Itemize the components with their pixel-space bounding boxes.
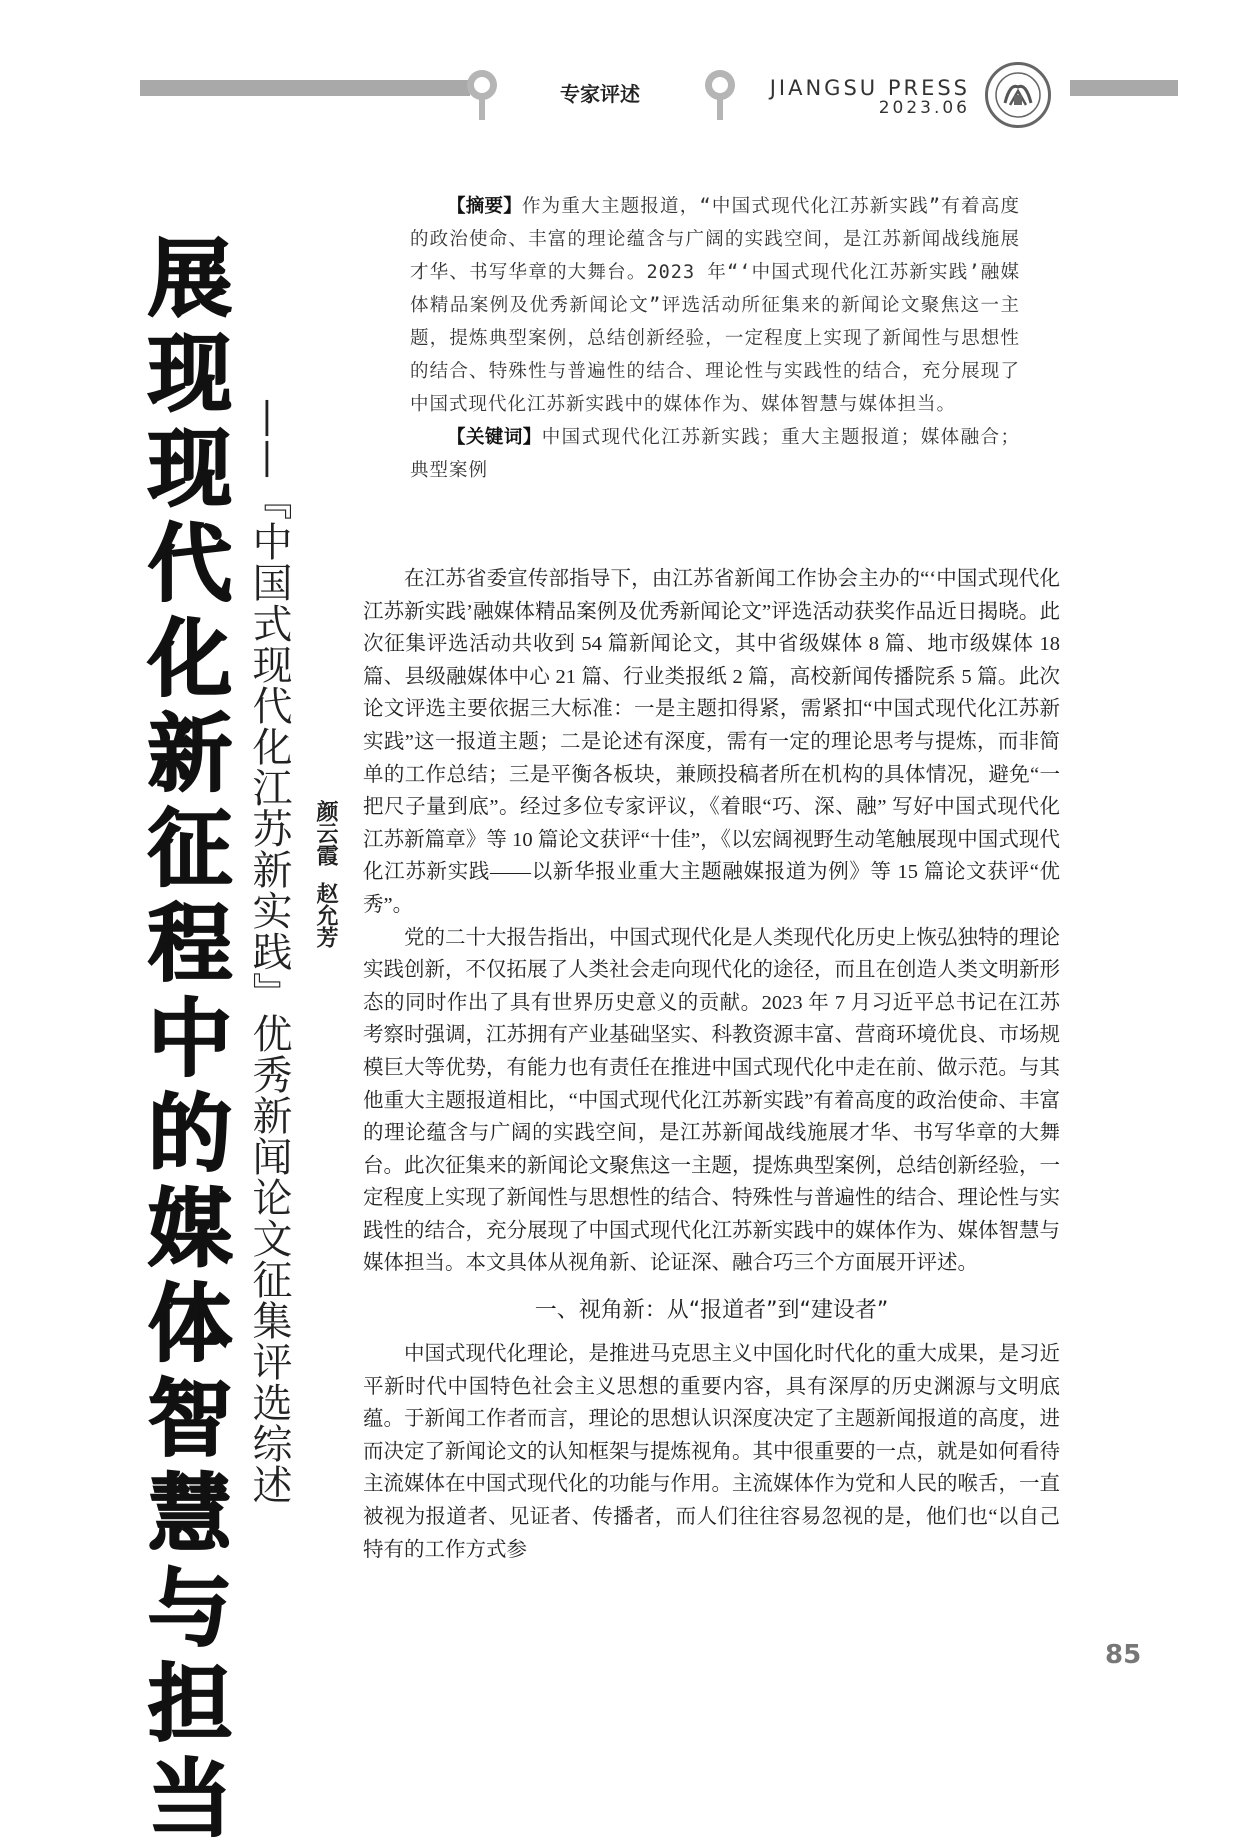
authors — [305, 800, 341, 948]
abstract-paragraph — [410, 190, 1020, 421]
keywords-paragraph — [410, 421, 1020, 487]
body-paragraph: 党的二十大报告指出，中国式现代化是人类现代化历史上恢弘独特的理论实践创新，不仅拓展了人类社会走向现代化的途径，而且在创造人类文明新形态的同时作出了具有世界历史意义的贡献。2023 年 7 月习近平总书记在江苏考察时强调，江苏拥有产业基础坚实、科教资源丰富、营商环境优良、市场规模巨大等优势，有能力也有责任在推进中国式现代化中走在前、做示范。与其他重大主题报道相比，“中国式现代化江苏新实践”有着高度的政治使命、丰富的理论蕴含与广阔的实践空间，是江苏新闻战线施展才华、书写华章的大舞台。此次征集来的新闻论文聚焦这一主题，提炼典型案例，总结创新经验，一定程度上实现了新闻性与思想性的结合、特殊性与普遍性的结合、理论性与实践性的结合，充分展现了中国式现代化江苏新实践中的媒体作为、媒体智慧与媒体担当。本文具体从视角新、论证深、融合巧三个方面展开评述。 — [363, 926, 1060, 1275]
header-rule-left — [140, 80, 470, 96]
title-character: 化 — [147, 610, 232, 708]
issue-number: 2023.06 — [878, 98, 970, 118]
title-character: 现 — [147, 325, 232, 423]
keywords-text: 中国式现代化江苏新实践；重大主题报道；媒体融合；典型案例 — [410, 427, 1020, 481]
title-character: 的 — [147, 1085, 232, 1183]
abstract-block — [410, 190, 1020, 487]
article-title — [140, 230, 240, 1848]
association-logo — [985, 62, 1051, 128]
body-paragraph: 中国式现代化理论，是推进马克思主义中国化时代化的重大成果，是习近平新时代中国特色社会主义思想的重要内容，具有深厚的历史渊源与文明底蕴。于新闻工作者而言，理论的思想认识深度决定了主题新闻报道的高度，进而决定了新闻论文的认知框架与提炼视角。其中很重要的一点，就是如何看待主流媒体在中国式现代化的功能与作用。主流媒体作为党和人民的喉舌，一直被视为报道者、见证者、传播者，而人们往往容易忽视的是，他们也“以自己特有的工作方式参 — [363, 1343, 1060, 1561]
header-rule-right — [1070, 80, 1178, 96]
section-label: 专家评述 — [560, 82, 640, 106]
title-character: 体 — [147, 1275, 232, 1373]
title-character: 慧 — [147, 1465, 232, 1563]
title-character: 程 — [147, 895, 232, 993]
title-character: 与 — [147, 1560, 232, 1658]
abstract-label: 【摘要】 — [447, 196, 522, 217]
title-character: 当 — [147, 1750, 232, 1848]
press-name: JIANGSU PRESS — [769, 76, 970, 100]
section-heading: 一、视角新：从“报道者”到“建设者” — [534, 1298, 889, 1324]
page-number: 85 — [1105, 1640, 1142, 1670]
body-paragraph: 在江苏省委宣传部指导下，由江苏省新闻工作协会主办的“‘中国式现代化江苏新实践’融媒体精品案例及优秀新闻论文”评选活动获奖作品近日揭晓。此次征集评选活动共收到 54 篇新闻论文，其中省级媒体 8 篇、地市级媒体 18 篇、县级融媒体中心 21 篇、行业类报纸 2 篇，高校新闻传播院系 5 篇。此次论文评选主要依据三大标准：一是主题扣得紧，需紧扣“中国式现代化江苏新实践”这一报道主题；二是论述有深度，需有一定的理论思考与提炼，而非简单的工作总结；三是平衡各板块，兼顾投稿者所在机构的具体情况，避免“一把尺子量到底”。经过多位专家评议，《着眼“巧、深、融” 写好中国式现代化江苏新篇章》等 10 篇论文获评“十佳”，《以宏阔视野生动笔触展现中国式现代化江苏新实践——以新华报业重大主题融媒报道为例》等 15 篇论文获评“优秀”。 — [363, 568, 1060, 916]
title-character: 中 — [147, 990, 232, 1088]
title-character: 现 — [147, 420, 232, 518]
author-name: 颜云霞 — [313, 800, 338, 866]
title-character: 展 — [147, 230, 232, 328]
title-character: 媒 — [147, 1180, 232, 1278]
abstract-text: 作为重大主题报道，“中国式现代化江苏新实践”有着高度的政治使命、丰富的理论蕴含与广阔的实践空间，是江苏新闻战线施展才华、书写华章的大舞台。2023 年“‘中国式现代化江苏新实践’融媒体精品案例及优秀新闻论文”评选活动所征集来的新闻论文聚焦这一主题，提炼典型案例，总结创新经验，一定程度上实现了新闻性与思想性的结合、特殊性与普遍性的结合、理论性与实践性的结合，充分展现了中国式现代化江苏新实践中的媒体作为、媒体智慧与媒体担当。 — [410, 196, 1020, 415]
pin-ornament-right — [705, 70, 735, 120]
title-character: 新 — [147, 705, 232, 803]
article-body — [363, 563, 1060, 1566]
author-name: 赵允芳 — [313, 882, 338, 948]
pin-ornament-left — [467, 70, 497, 120]
title-character: 智 — [147, 1370, 232, 1468]
keywords-label: 【关键词】 — [447, 427, 542, 448]
article-subtitle: ——『中国式现代化江苏新实践』优秀新闻论文征集评选综述 — [246, 398, 292, 1505]
title-character: 担 — [147, 1655, 232, 1753]
title-character: 征 — [147, 800, 232, 898]
title-character: 代 — [147, 515, 232, 613]
